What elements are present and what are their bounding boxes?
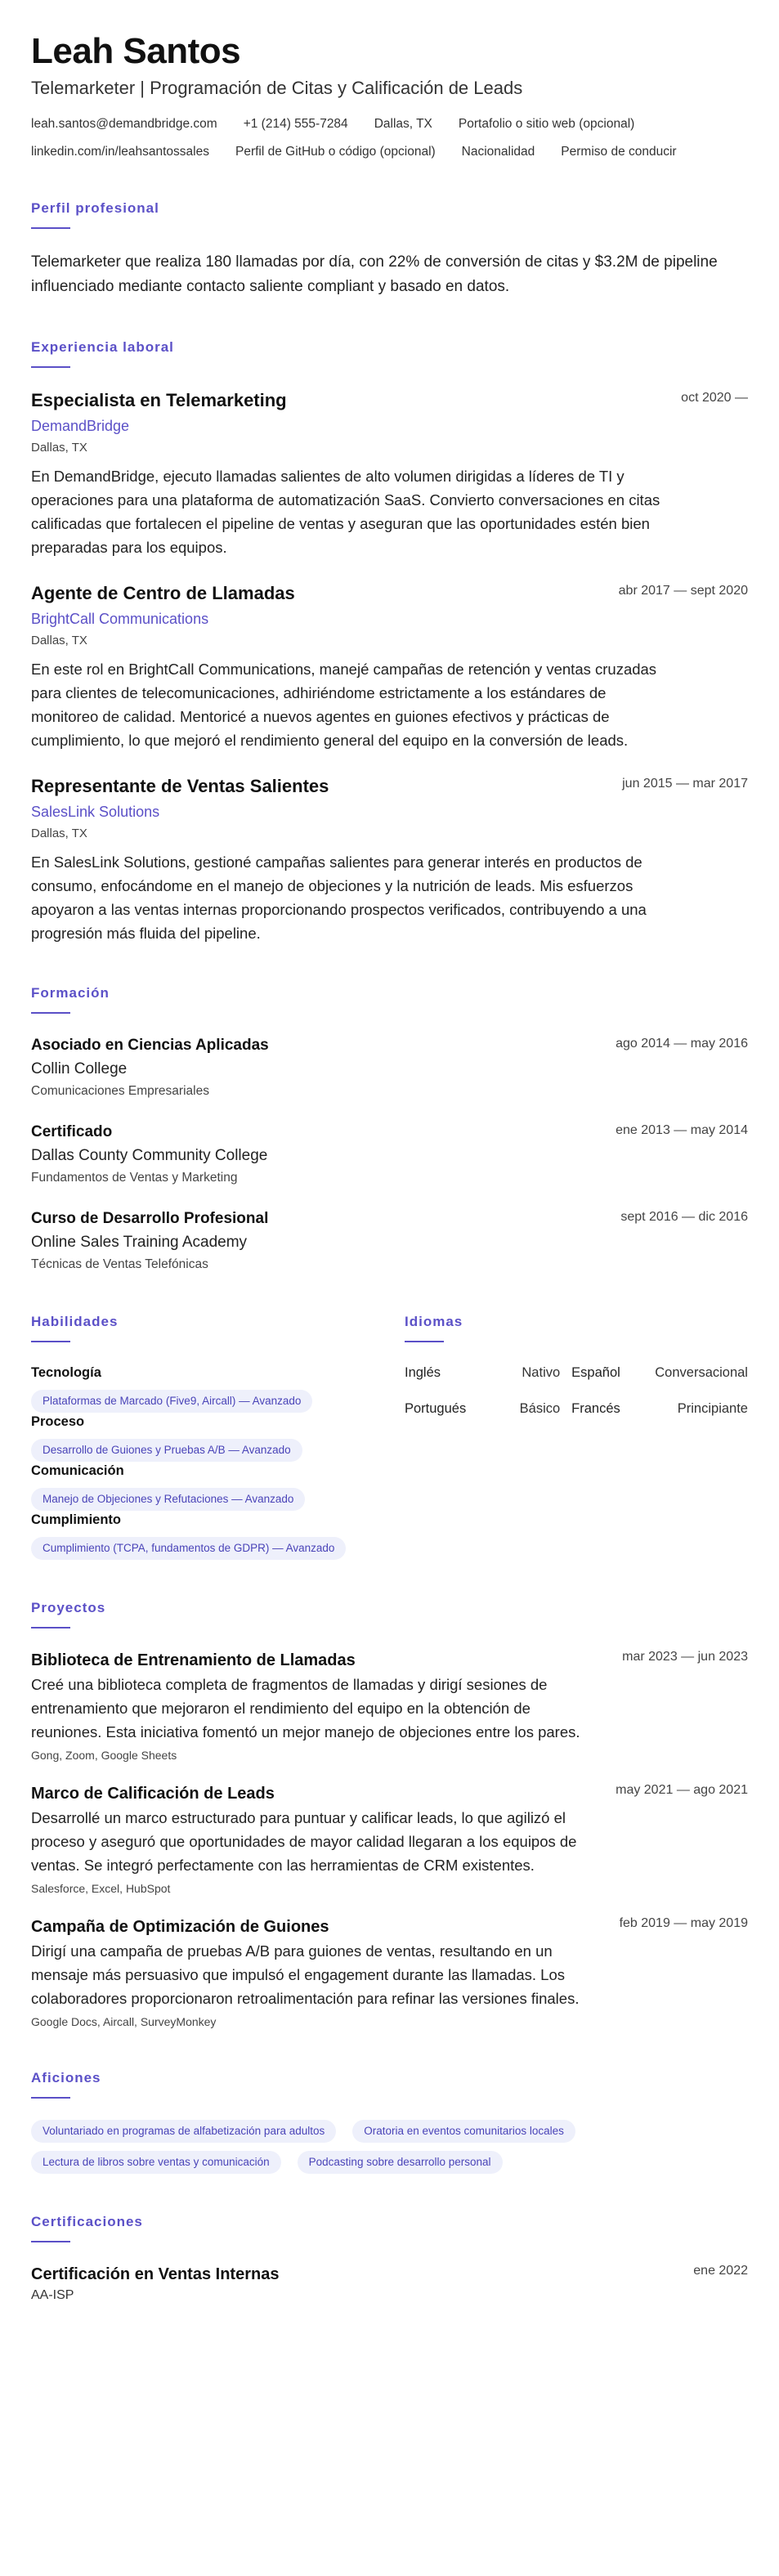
section-divider [405, 1341, 444, 1342]
education-school: Collin College [31, 1060, 128, 1077]
certification-issuer: AA-ISP [31, 2288, 74, 2302]
skill-chip: Plataformas de Marcado (Five9, Aircall) — Avanzado [31, 1390, 312, 1413]
section-divider [31, 2241, 70, 2242]
education-school: Dallas County Community College [31, 1147, 268, 1164]
job-location: Dallas, TX [31, 441, 87, 455]
skill-chip: Manejo de Objeciones y Refutaciones — Avanzado [31, 1488, 305, 1511]
language-name: Español [571, 1365, 620, 1380]
hobby-chip: Lectura de libros sobre ventas y comunicación [31, 2151, 281, 2174]
job-date: oct 2020 — [681, 391, 748, 405]
language-level: Básico [519, 1401, 561, 1416]
skill-chip: Desarrollo de Guiones y Pruebas A/B — Avanzado [31, 1439, 302, 1462]
section-heading-languages: Idiomas [405, 1314, 463, 1329]
hobby-chip: Voluntariado en programas de alfabetización para adultos [31, 2120, 336, 2143]
job-date: abr 2017 — sept 2020 [618, 584, 748, 598]
project-date: may 2021 — ago 2021 [616, 1783, 748, 1797]
job-title: Agente de Centro de Llamadas [31, 583, 295, 603]
language-level: Nativo [522, 1365, 561, 1380]
section-heading-education: Formación [31, 985, 110, 1001]
hobbies-list [31, 2120, 669, 2174]
education-degree: Curso de Desarrollo Profesional [31, 1210, 269, 1227]
candidate-name: Leah Santos [31, 31, 241, 71]
skill-group [31, 1511, 372, 1560]
certification-entry [31, 2264, 748, 2305]
contact-email[interactable]: leah.santos@demandbridge.com [31, 117, 217, 131]
skill-group [31, 1462, 372, 1511]
project-description: Dirigí una campaña de pruebas A/B para guiones de ventas, resultando en un mensaje más persuasivo que impulsó el engagement durante las llamadas. Los colaboradores proporcionaron retroalimentación para refinar las versiones finales. [31, 1942, 580, 2007]
section-divider [31, 1341, 70, 1342]
skill-category: Tecnología [31, 1365, 101, 1380]
language-name: Francés [571, 1401, 620, 1416]
job-entry [31, 582, 748, 752]
contact-location: Dallas, TX [374, 117, 432, 131]
project-tools: Salesforce, Excel, HubSpot [31, 1882, 171, 1895]
job-company[interactable]: BrightCall Communications [31, 611, 209, 627]
language-name: Inglés [405, 1365, 441, 1380]
skill-group [31, 1413, 372, 1462]
languages-column [405, 1295, 748, 1560]
project-description: Desarrollé un marco estructurado para puntuar y calificar leads, lo que agilizó el proceso y aseguró que oportunidades de mayor calidad llegaran a los equipos de ventas. Se integró perfectamente con las herramientas de CRM existentes. [31, 1809, 577, 1874]
candidate-headline: Telemarketer | Programación de Citas y Calificación de Leads [31, 78, 523, 98]
contact-website[interactable]: Portafolio o sitio web (opcional) [458, 117, 635, 131]
education-entry [31, 1122, 748, 1187]
education-date: ago 2014 — may 2016 [616, 1037, 748, 1051]
section-divider [31, 366, 70, 368]
languages-grid [405, 1364, 748, 1418]
project-title: Marco de Calificación de Leads [31, 1785, 275, 1803]
education-date: sept 2016 — dic 2016 [620, 1210, 748, 1224]
contact-driving-license: Permiso de conducir [561, 145, 677, 159]
education-date: ene 2013 — may 2014 [616, 1123, 748, 1137]
education-field: Técnicas de Ventas Telefónicas [31, 1257, 208, 1271]
section-heading-experience: Experiencia laboral [31, 339, 174, 355]
education-field: Comunicaciones Empresariales [31, 1084, 209, 1098]
project-tools: Gong, Zoom, Google Sheets [31, 1749, 177, 1762]
job-entry [31, 775, 748, 945]
language-level: Conversacional [655, 1365, 748, 1380]
language-name: Portugués [405, 1401, 467, 1416]
job-title: Representante de Ventas Salientes [31, 776, 329, 796]
contact-phone[interactable]: +1 (214) 555-7284 [243, 117, 348, 131]
contact-nationality: Nacionalidad [461, 145, 535, 159]
project-entry [31, 1650, 748, 1763]
project-title: Biblioteca de Entrenamiento de Llamadas [31, 1651, 356, 1669]
section-heading-projects: Proyectos [31, 1600, 106, 1615]
project-tools: Google Docs, Aircall, SurveyMonkey [31, 2015, 217, 2028]
contact-linkedin[interactable]: linkedin.com/in/leahsantossales [31, 145, 209, 159]
education-degree: Certificado [31, 1123, 113, 1140]
project-date: feb 2019 — may 2019 [619, 1916, 748, 1930]
job-location: Dallas, TX [31, 827, 87, 840]
hobby-chip: Podcasting sobre desarrollo personal [298, 2151, 503, 2174]
education-entry [31, 1035, 748, 1100]
skill-chip: Cumplimiento (TCPA, fundamentos de GDPR) — Avanzado [31, 1537, 346, 1560]
section-divider [31, 227, 70, 229]
profile-summary: Telemarketer que realiza 180 llamadas por día, con 22% de conversión de citas y $3.2M de pipeline influenciado mediante contacto saliente compliant y basado en datos. [31, 253, 718, 295]
job-description: En DemandBridge, ejecuto llamadas salientes de alto volumen dirigidas a líderes de TI y operaciones para una plataforma de automatización SaaS. Convierto conversaciones en citas calificadas que fortalecen el pipeline de ventas y aseguran que las oportunidades estén bien preparadas para los equipos. [31, 468, 660, 556]
section-heading-certifications: Certificaciones [31, 2214, 143, 2229]
section-heading-skills: Habilidades [31, 1314, 119, 1329]
education-field: Fundamentos de Ventas y Marketing [31, 1171, 238, 1185]
section-heading-hobbies: Aficiones [31, 2070, 101, 2085]
skill-category: Proceso [31, 1414, 85, 1429]
hobby-chip: Oratoria en eventos comunitarios locales [352, 2120, 575, 2143]
contact-github[interactable]: Perfil de GitHub o código (opcional) [235, 145, 436, 159]
job-company[interactable]: SalesLink Solutions [31, 804, 160, 820]
section-divider [31, 2097, 70, 2099]
certification-date: ene 2022 [693, 2264, 748, 2278]
job-location: Dallas, TX [31, 634, 87, 647]
job-title: Especialista en Telemarketing [31, 390, 287, 410]
section-heading-profile: Perfil profesional [31, 200, 159, 216]
project-entry [31, 1783, 748, 1897]
education-entry [31, 1208, 748, 1274]
project-description: Creé una biblioteca completa de fragmentos de llamadas y dirigí sesiones de entrenamiento que mejoraron el rendimiento del equipo en la obtención de reuniones. Esta iniciativa fomentó un mejor manejo de objeciones entre los pares. [31, 1676, 580, 1740]
project-title: Campaña de Optimización de Guiones [31, 1918, 329, 1936]
section-divider [31, 1627, 70, 1628]
skill-group [31, 1364, 372, 1413]
section-divider [31, 1012, 70, 1014]
job-description: En SalesLink Solutions, gestioné campañas salientes para generar interés en productos de consumo, enfocándome en el manejo de objeciones y la nutrición de leads. Mis esfuerzos apoyaron a las ventas internas proporcionando prospectos verificados, contribuyendo a una progresión más fluida del pipeline. [31, 853, 647, 942]
skill-category: Cumplimiento [31, 1512, 121, 1527]
skills-column [31, 1295, 372, 1560]
job-company[interactable]: DemandBridge [31, 418, 130, 434]
certification-name: Certificación en Ventas Internas [31, 2265, 280, 2283]
language-level: Principiante [677, 1401, 748, 1416]
project-entry [31, 1916, 748, 2030]
project-date: mar 2023 — jun 2023 [622, 1650, 748, 1664]
education-school: Online Sales Training Academy [31, 1234, 248, 1251]
job-description: En este rol en BrightCall Communications, manejé campañas de retención y ventas cruzadas para clientes de telecomunicaciones, adhiriéndome estrictamente a los estándares de monitoreo de calidad. Mentoricé a nuevos agentes en guiones efectivos y prácticas de cumplimiento, lo que mejoró el rendimiento general del equipo en la conversión de leads. [31, 661, 657, 749]
job-date: jun 2015 — mar 2017 [622, 777, 748, 791]
skills-languages-row [31, 1295, 748, 1560]
contact-list [31, 116, 748, 160]
skill-category: Comunicación [31, 1463, 124, 1478]
job-entry [31, 389, 748, 559]
education-degree: Asociado en Ciencias Aplicadas [31, 1037, 269, 1054]
